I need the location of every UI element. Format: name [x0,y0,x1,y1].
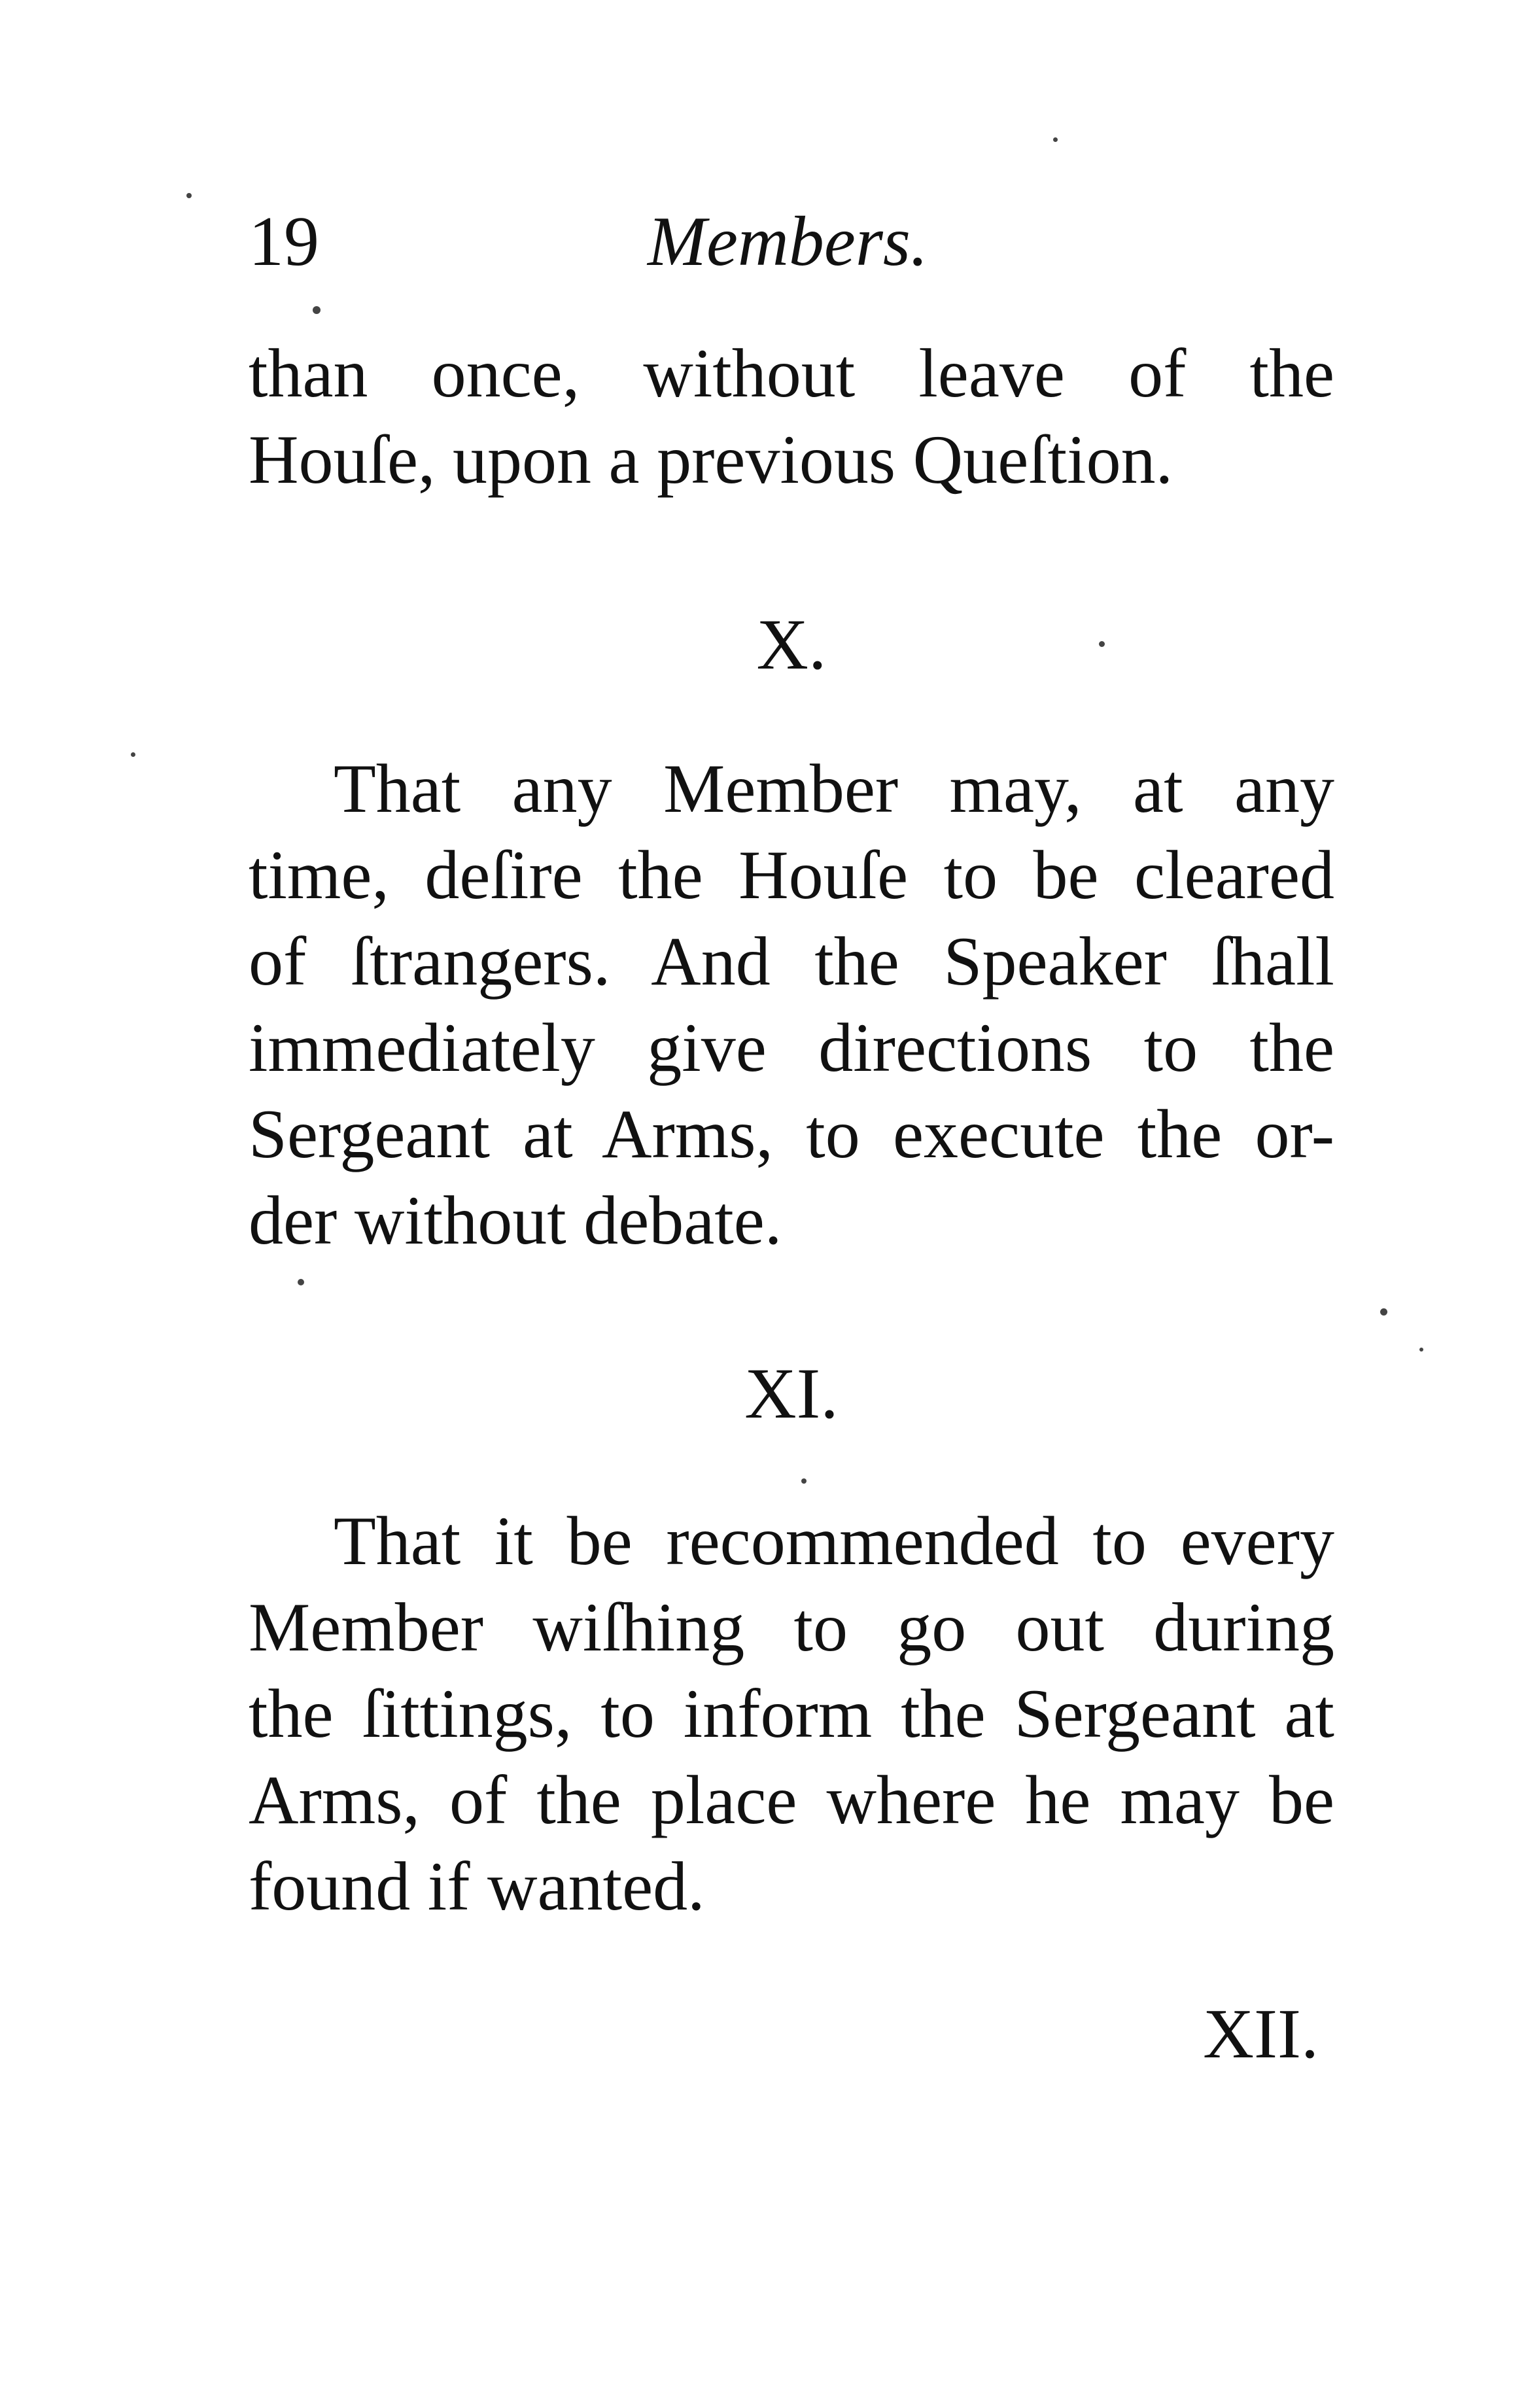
print-speck [313,306,321,314]
section-xi-paragraph [249,1498,1334,1930]
section-x-paragraph [249,746,1334,1264]
print-speck [1099,641,1105,647]
paragraph-line: Member wiſhing to go out during [249,1589,1334,1666]
paragraph-line: of ſtrangers. And the Speaker ſhall [249,923,1334,1000]
page-number: 19 [249,203,319,281]
print-speck [298,1279,304,1285]
paragraph-line: found if wanted. [249,1848,705,1925]
paragraph-line: the ſittings, to inform the Sergeant at [249,1675,1334,1752]
paragraph-line: Sergeant at Arms, to execute the or- [249,1096,1334,1172]
paragraph-line: That any Member may, at any [334,750,1334,827]
paragraph-line: immediately give directions to the [249,1009,1334,1086]
print-speck [131,752,135,757]
print-speck [1380,1308,1387,1316]
print-speck [186,193,192,198]
section-heading-x: X. [756,604,827,684]
print-speck [1419,1348,1423,1352]
print-speck [1053,137,1058,142]
paragraph-line: Houſe, upon a previous Queſtion. [249,421,1173,498]
paragraph-line: That it be recommended to every [334,1503,1334,1579]
page-header [249,196,1334,301]
paragraph-line: time, deſire the Houſe to be cleared [249,837,1334,913]
section-heading-xi: XI. [744,1353,839,1433]
continuation-paragraph [249,330,1334,503]
paragraph-line: der without debate. [249,1182,782,1259]
print-speck [801,1478,807,1484]
paragraph-line: Arms, of the place where he may be [249,1762,1334,1838]
running-head: Members. [648,203,928,281]
paragraph-line: than once, without leave of the [249,335,1334,411]
catchword: XII. [1203,1995,1319,2073]
